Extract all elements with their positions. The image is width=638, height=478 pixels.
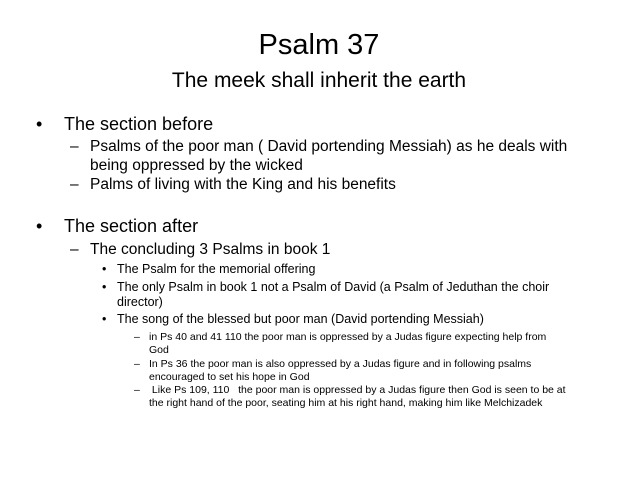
level4-item-ps109 <box>134 384 566 409</box>
sub-sub-bullet-line-1: The song of the blessed but poor man (David portending Messiah) <box>117 312 484 326</box>
bullet-section-before <box>36 113 213 135</box>
sub-sub-bullet-line-1: The only Psalm in book 1 not a Psalm of David (a Psalm of Jeduthan the choir <box>117 280 550 294</box>
sub-sub-bullet-only-psalm <box>102 280 549 310</box>
sub-sub-bullet-song <box>102 312 484 327</box>
dash-marker: – <box>70 138 79 155</box>
slide-subtitle: The meek shall inherit the earth <box>171 69 467 92</box>
sub-sub-bullet-memorial <box>102 262 315 277</box>
bullet-text: The section before <box>64 114 214 134</box>
dash-marker: – <box>70 176 79 193</box>
level4-line-1: In Ps 36 the poor man is also oppressed by a Judas figure and in following psalms <box>149 358 532 370</box>
dash-marker: – <box>70 241 79 258</box>
bullet-marker: • <box>36 114 43 134</box>
sub-bullet-line-2: being oppressed by the wicked <box>90 157 303 174</box>
level4-line-1: in Ps 40 and 41 110 the poor man is oppressed by a Judas figure expecting help from <box>149 331 547 343</box>
dash-marker: – <box>134 384 140 396</box>
level4-line-2: encouraged to set his hope in God <box>149 370 310 383</box>
bullet-marker: • <box>102 262 107 276</box>
slide-title: Psalm 37 <box>258 29 380 61</box>
dash-marker: – <box>134 358 140 370</box>
bullet-section-after <box>36 215 198 237</box>
bullet-text: The section after <box>64 216 199 236</box>
level4-line-2: God <box>149 343 169 356</box>
level4-line-2: the right hand of the poor, seating him at his right hand, making him like Melchizadek <box>149 396 543 409</box>
sub-bullet-line-1: The concluding 3 Psalms in book 1 <box>90 241 331 258</box>
sub-bullet-line-1: Psalms of the poor man ( David portending Messiah) as he deals with <box>90 138 568 155</box>
bullet-marker: • <box>102 312 107 326</box>
sub-bullet-line-1: Palms of living with the King and his benefits <box>90 176 396 193</box>
level4-line-1: Like Ps 109, 110 the poor man is oppressed by a Judas figure then God is seen to be at <box>149 384 566 396</box>
level4-item-ps40 <box>134 331 546 356</box>
sub-bullet-palms-living <box>70 175 396 194</box>
sub-bullet-concluding-psalms <box>70 240 330 259</box>
sub-sub-bullet-line-1: The Psalm for the memorial offering <box>117 262 316 276</box>
dash-marker: – <box>134 331 140 343</box>
sub-sub-bullet-line-2: director) <box>117 295 163 309</box>
level4-item-ps36 <box>134 358 531 383</box>
bullet-marker: • <box>102 280 107 294</box>
sub-bullet-psalms-poor-man <box>70 137 567 175</box>
bullet-marker: • <box>36 216 43 236</box>
